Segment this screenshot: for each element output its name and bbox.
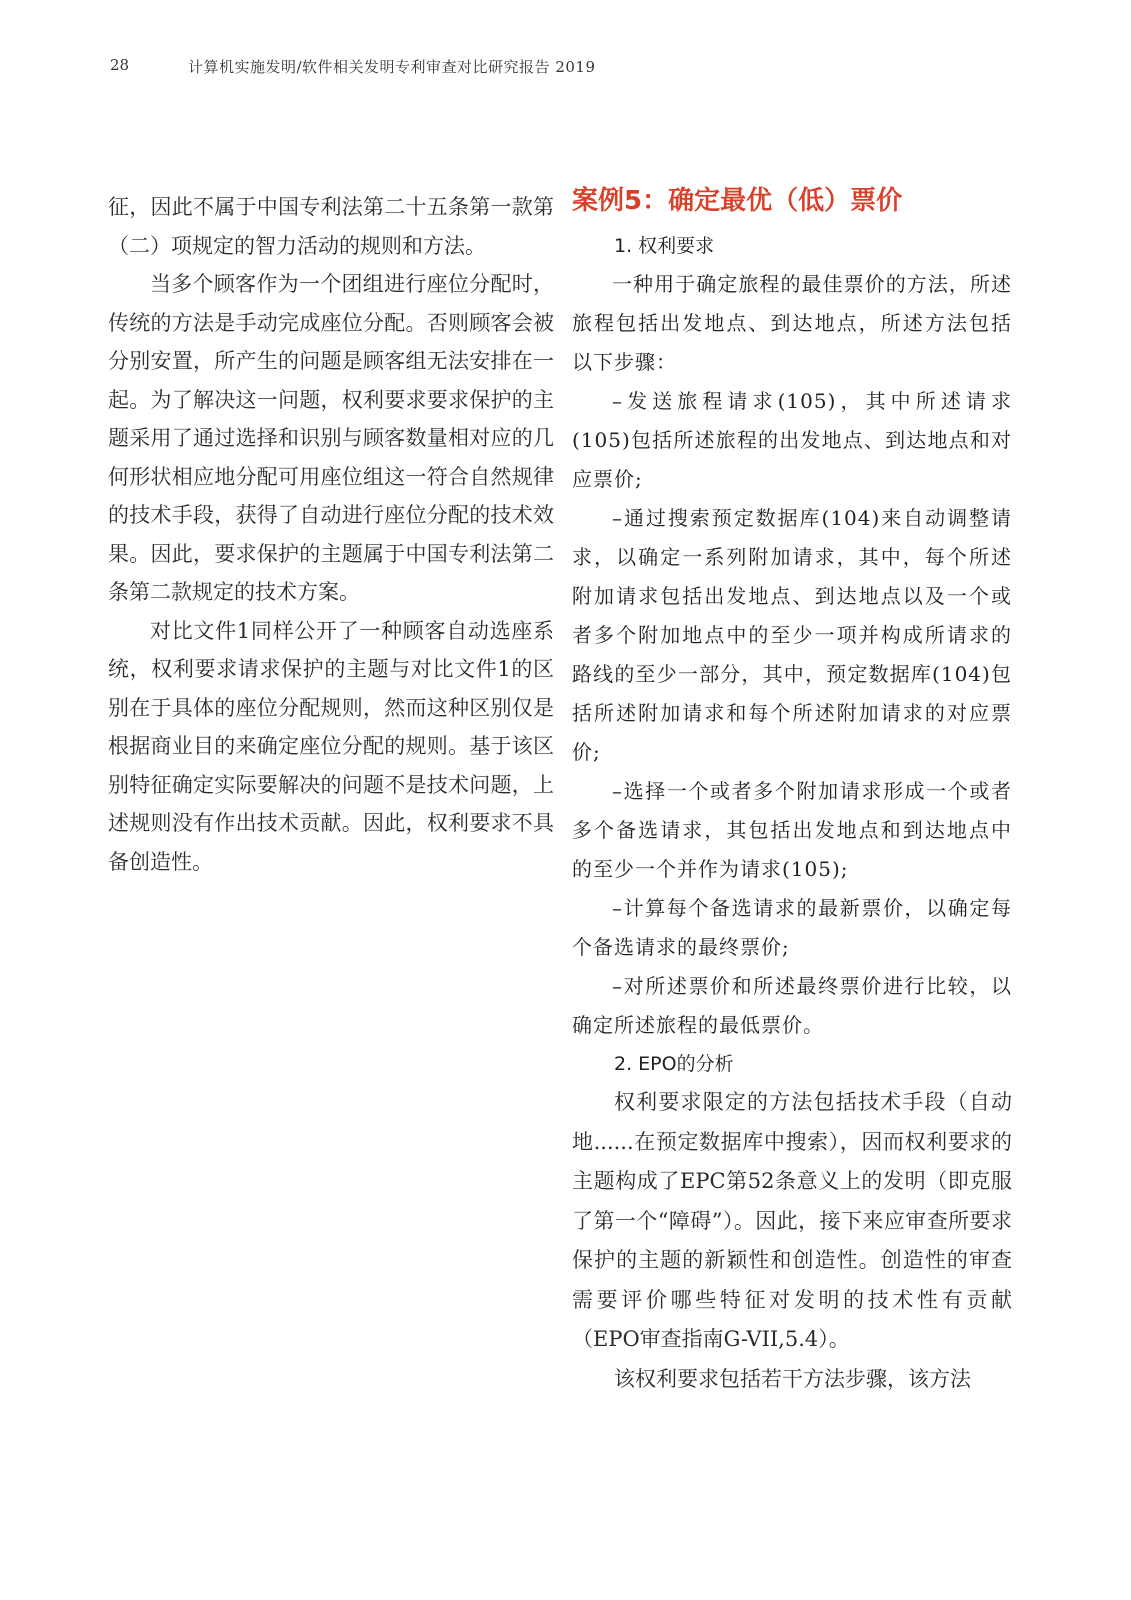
claim-step: –计算每个备选请求的最新票价，以确定每个备选请求的最终票价; [572, 896, 1012, 959]
page-header [0, 56, 1131, 80]
section-title-epo-analysis: 2. EPO的分析 [614, 1053, 734, 1075]
claim-paragraph: 一种用于确定旅程的最佳票价的方法，所述旅程包括出发地点、到达地点，所述方法包括以下步骤： [572, 272, 1012, 374]
right-column [572, 183, 1012, 1399]
claim-step: –选择一个或者多个附加请求形成一个或者多个备选请求，其包括出发地点和到达地点中的至少一个并作为请求(105); [572, 779, 1012, 881]
running-title: 计算机实施发明/软件相关发明专利审查对比研究报告 2019 [188, 58, 596, 76]
left-paragraph: 当多个顾客作为一个团组进行座位分配时，传统的方法是手动完成座位分配。否则顾客会被分别安置，所产生的问题是顾客组无法安排在一起。为了解决这一问题，权利要求要求保护的主题采用了通过选择和识别与顾客数量相对应的几何形状相应地分配可用座位组这一符合自然规律的技术手段，获得了自动进行座位分配的技术效果。因此，要求保护的主题属于中国专利法第二条第二款规定的技术方案。 [108, 272, 554, 604]
left-paragraph: 征，因此不属于中国专利法第二十五条第一款第（二）项规定的智力活动的规则和方法。 [108, 195, 554, 258]
analysis-paragraph: 该权利要求包括若干方法步骤，该方法 [614, 1366, 971, 1391]
page-number: 28 [110, 56, 130, 74]
section-title-claims: 1. 权利要求 [614, 235, 715, 257]
analysis-paragraph: 权利要求限定的方法包括技术手段（自动地......在预定数据库中搜索），因而权利要求的主题构成了EPC第52条意义上的发明（即克服了第一个“障碍”）。因此，接下来应审查所要求保护的主题的新颖性和创造性。创造性的审查需要评价哪些特征对发明的技术性有贡献（EPO审查指南G-VII,5.4）。 [572, 1090, 1012, 1351]
claim-step: –对所述票价和所述最终票价进行比较，以确定所述旅程的最低票价。 [572, 974, 1012, 1037]
claim-step: –发送旅程请求(105)，其中所述请求(105)包括所述旅程的出发地点、到达地点和对应票价; [572, 389, 1012, 491]
left-paragraph: 对比文件1同样公开了一种顾客自动选座系统，权利要求请求保护的主题与对比文件1的区别在于具体的座位分配规则，然而这种区别仅是根据商业目的来确定座位分配的规则。基于该区别特征确定实际要解决的问题不是技术问题，上述规则没有作出技术贡献。因此，权利要求不具备创造性。 [108, 618, 554, 874]
claim-step: –通过搜索预定数据库(104)来自动调整请求，以确定一系列附加请求，其中，每个所述附加请求包括出发地点、到达地点以及一个或者多个附加地点中的至少一项并构成所请求的路线的至少一部分，其中，预定数据库(104)包括所述附加请求和每个所述附加请求的对应票价; [572, 506, 1012, 764]
left-column [108, 188, 554, 881]
case-title: 案例5：确定最优（低）票价 [572, 186, 903, 216]
